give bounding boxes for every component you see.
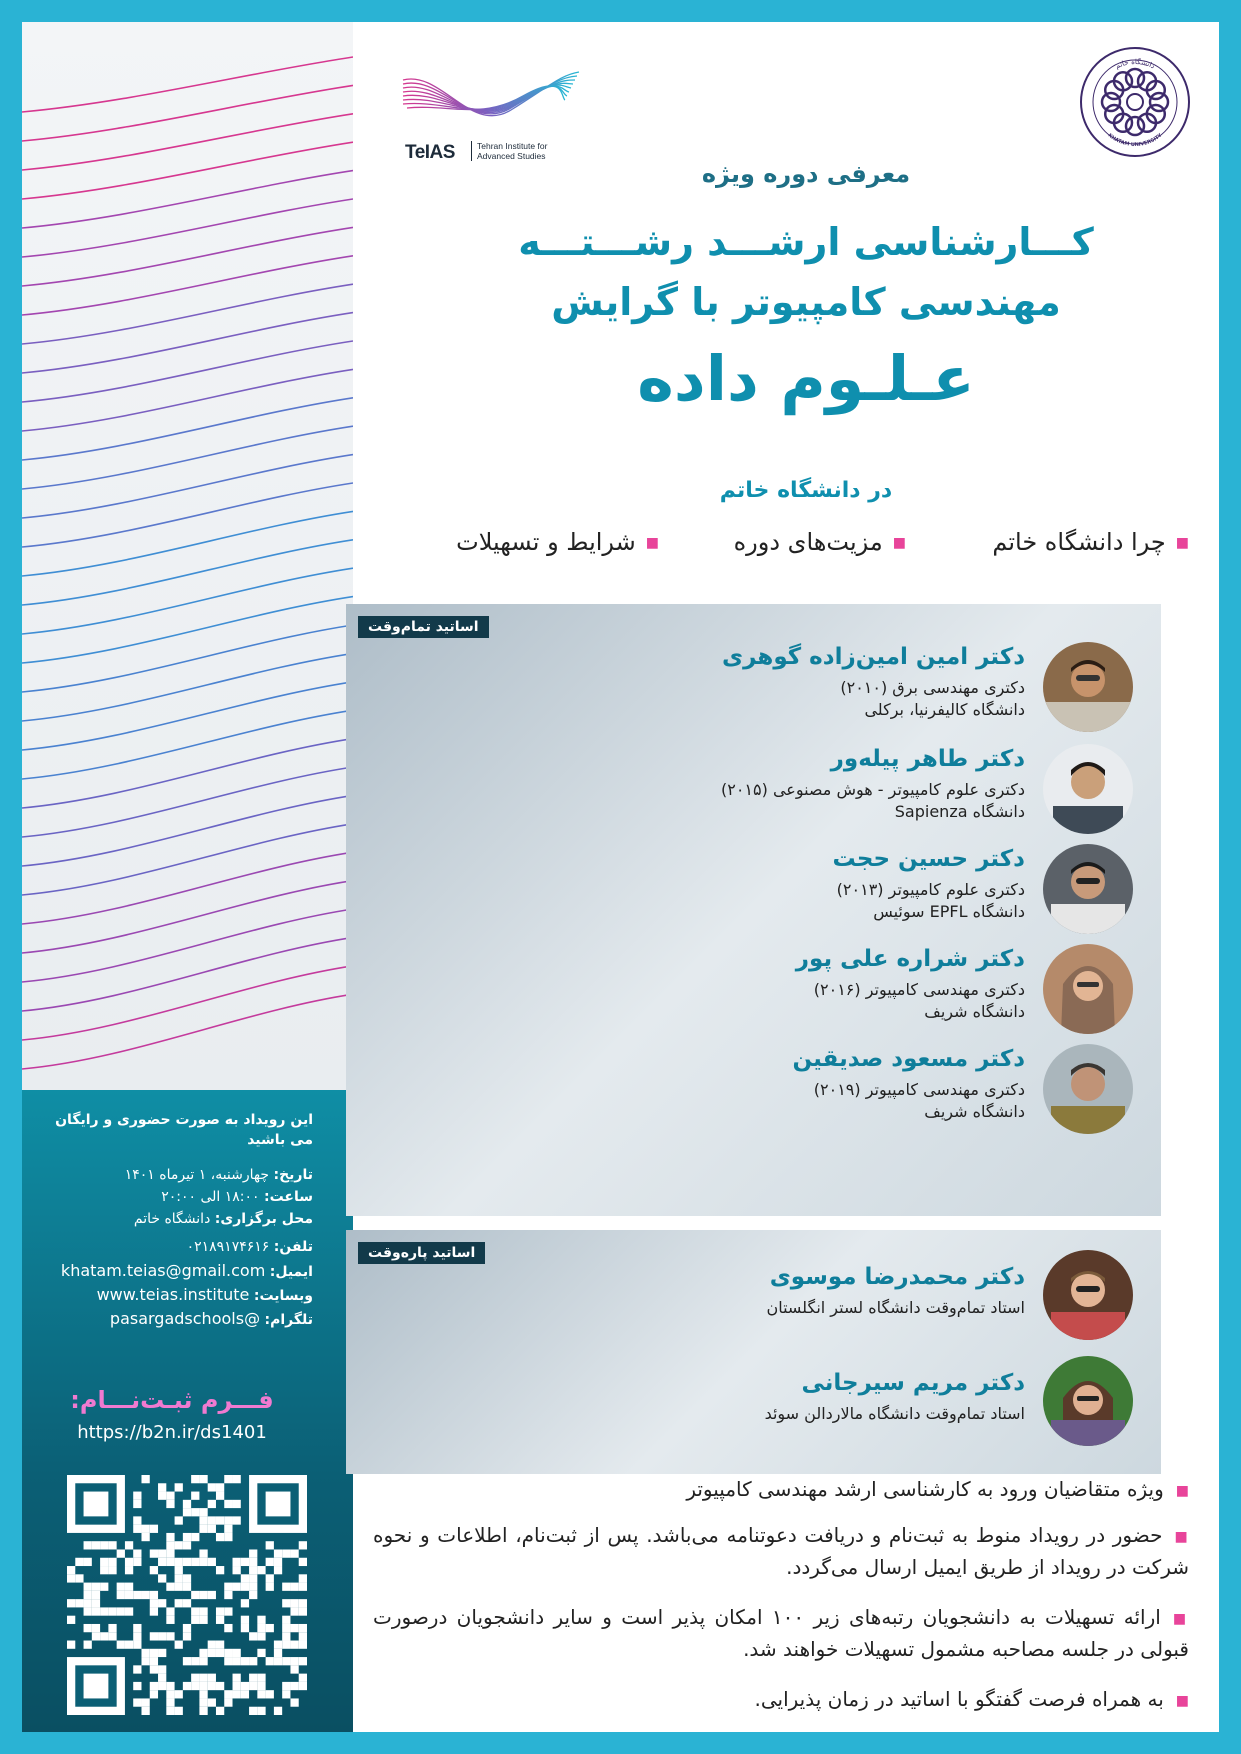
email-label: ایمیل:	[269, 1264, 313, 1280]
parttime-faculty-panel	[346, 1230, 1161, 1474]
faculty-university: دانشگاه EPFL سوئیس	[873, 902, 1025, 921]
bullet-icon: ■	[1174, 1528, 1189, 1545]
telegram-link[interactable]: @pasargadschools	[109, 1309, 261, 1328]
decorative-line	[22, 313, 353, 373]
decorative-line	[22, 85, 353, 141]
faculty-card	[361, 1044, 1161, 1144]
avatar	[1043, 744, 1133, 834]
bullet-icon: ■	[892, 535, 906, 551]
event-headline: این رویداد به صورت حضوری و رایگان می باشید	[55, 1112, 313, 1148]
decorative-line	[22, 540, 353, 605]
bullet-item	[373, 1520, 1189, 1582]
faculty-university: دانشگاه شریف	[924, 1102, 1025, 1121]
nav-item-course-benefits[interactable]	[734, 528, 906, 556]
faculty-card	[361, 1250, 1161, 1350]
faculty-university: دانشگاه Sapienza	[894, 802, 1025, 821]
decorative-line	[22, 398, 353, 460]
faculty-degree: دکتری مهندسی کامپیوتر (۲۰۱۹)	[813, 1080, 1025, 1099]
fulltime-tag: اساتید تمام‌وقت	[358, 616, 489, 638]
phone-row	[187, 1236, 313, 1258]
title-line-2: کـــارشناسی ارشـــد رشـــتـــه	[518, 220, 1094, 264]
teias-wordmark: TeIAS	[405, 142, 455, 163]
decorative-line	[22, 114, 353, 170]
email-link[interactable]: khatam.teias@gmail.com	[60, 1261, 266, 1280]
decorative-lines	[22, 22, 353, 1092]
khatam-pattern-petal	[1150, 93, 1168, 111]
teias-subtitle-line-2: Advanced Studies	[477, 151, 546, 161]
decorative-line	[22, 511, 353, 576]
bullet-item	[373, 1602, 1189, 1664]
faculty-name: دکتر طاهر پیله‌ور	[830, 746, 1025, 772]
nav-item-label: چرا دانشگاه خاتم	[992, 528, 1166, 556]
faculty-name: دکتر شراره علی پور	[795, 946, 1025, 972]
bullet-text: به همراه فرصت گفتگو با اساتید در زمان پذیرایی.	[754, 1687, 1164, 1711]
faculty-card	[361, 1356, 1161, 1456]
bullet-text: ویژه متقاضیان ورود به کارشناسی ارشد مهندسی کامپیوتر	[686, 1477, 1164, 1501]
khatam-pattern-petal	[1102, 93, 1120, 111]
decorative-line	[22, 483, 353, 547]
khatam-logo-top-text: دانشگاه خاتم	[1114, 57, 1157, 71]
avatar	[1043, 944, 1133, 1034]
faculty-card	[361, 844, 1161, 944]
venue-row	[134, 1208, 313, 1230]
bullet-icon: ■	[1175, 1482, 1189, 1499]
avatar	[1043, 1044, 1133, 1134]
main-content	[353, 22, 1219, 1732]
date-label: تاریخ:	[273, 1167, 313, 1183]
decorative-line	[22, 142, 353, 199]
title-main	[353, 212, 1219, 332]
decorative-line	[22, 455, 353, 518]
website-label: وبسایت:	[253, 1288, 313, 1304]
date-row	[125, 1164, 313, 1186]
bullet-text: ارائه تسهیلات به دانشجویان رتبه‌های زیر ۱۰۰ امکان پذیر است و سایر دانشجویان درصورت قبولی در جلسه مصاحبه مشمول تسهیلات خواهند شد.	[373, 1605, 1189, 1661]
decorative-line	[22, 284, 353, 344]
faculty-degree: دکتری مهندسی کامپیوتر (۲۰۱۶)	[813, 980, 1025, 999]
teias-subtitle	[471, 141, 547, 161]
faculty-name: دکتر مریم سیرجانی	[801, 1370, 1025, 1396]
bullet-icon: ■	[1172, 1610, 1190, 1627]
decorative-line	[22, 171, 353, 228]
faculty-degree: دکتری علوم کامپیوتر - هوش مصنوعی (۲۰۱۵)	[720, 780, 1025, 799]
decorative-line	[22, 199, 353, 257]
time-row	[161, 1186, 313, 1208]
faculty-card	[361, 744, 1161, 844]
time-label: ساعت:	[263, 1189, 313, 1205]
date-value: چهارشنبه، ۱ تیرماه ۱۴۰۱	[124, 1167, 270, 1183]
decorative-line	[22, 256, 353, 315]
teias-logo	[401, 50, 581, 170]
decorative-line	[22, 597, 353, 663]
avatar	[1043, 1356, 1133, 1446]
title-line-3: مهندسی کامپیوتر با گرایش	[551, 280, 1061, 324]
register-url-link[interactable]: https://b2n.ir/ds1401	[77, 1422, 267, 1443]
faculty-name: دکتر محمدرضا موسوی	[769, 1264, 1025, 1290]
decorative-line	[22, 568, 353, 634]
website-row	[97, 1284, 313, 1307]
decorative-line	[22, 710, 353, 779]
nav-item-why-khatam[interactable]	[992, 528, 1189, 556]
title-intro: معرفی دوره ویژه	[701, 160, 911, 188]
bullet-icon: ■	[645, 535, 659, 551]
bullet-item	[373, 1684, 1189, 1716]
decorative-line	[22, 426, 353, 489]
faculty-card	[361, 944, 1161, 1044]
khatam-pattern-petal	[1126, 117, 1144, 135]
faculty-name: دکتر حسین حجت	[832, 846, 1025, 872]
khatam-university-logo	[1079, 46, 1191, 158]
nav-item-label: مزیت‌های دوره	[733, 528, 883, 556]
avatar	[1043, 844, 1133, 934]
faculty-name: دکتر مسعود صدیقین	[792, 1046, 1025, 1072]
bullet-icon: ■	[1175, 1692, 1189, 1709]
venue-value: دانشگاه خاتم	[133, 1211, 211, 1227]
decorative-line	[22, 369, 353, 431]
bullet-text: حضور در رویداد منوط به ثبت‌نام و دریافت دعوتنامه می‌باشد. پس از ثبت‌نام، اطلاعات و نحوه شرکت در رویداد از طریق ایمیل ارسال می‌گردد.	[373, 1523, 1189, 1579]
teias-wave-icon	[401, 50, 581, 140]
parttime-tag: اساتید پاره‌وقت	[358, 1242, 485, 1264]
phone-value: ۰۲۱۸۹۱۷۴۶۱۶	[186, 1239, 270, 1255]
time-value: ۱۸:۰۰ الی ۲۰:۰۰	[161, 1189, 260, 1205]
bullet-item	[373, 1474, 1189, 1506]
avatar	[1043, 1250, 1133, 1340]
faculty-position: استاد تمام‌وقت دانشگاه مالاردالن سوئد	[764, 1404, 1025, 1423]
avatar	[1043, 642, 1133, 732]
bullet-icon: ■	[1175, 535, 1189, 551]
fulltime-faculty-panel	[346, 604, 1161, 1216]
nav-item-conditions[interactable]	[456, 528, 659, 556]
event-info-box	[22, 1090, 353, 1732]
faculty-university: دانشگاه کالیفرنیا، برکلی	[864, 700, 1025, 719]
qr-code[interactable]	[67, 1475, 307, 1715]
title-data-science: عـلـوم داده	[637, 342, 975, 415]
phone-label: تلفن:	[273, 1239, 313, 1255]
left-sidebar	[22, 22, 353, 1732]
telegram-row	[110, 1308, 313, 1331]
telegram-label: تلگرام:	[264, 1312, 313, 1328]
decorative-line	[22, 227, 353, 286]
faculty-degree: دکتری علوم کامپیوتر (۲۰۱۳)	[836, 880, 1025, 899]
register-title: فـــرم ثبـت‌نـــام:	[70, 1386, 274, 1414]
website-link[interactable]: www.teias.institute	[96, 1285, 250, 1304]
decorative-line	[22, 653, 353, 721]
faculty-position: استاد تمام‌وقت دانشگاه لستر انگلستان	[766, 1298, 1025, 1317]
decorative-line	[22, 341, 353, 402]
faculty-name: دکتر امین امین‌زاده گوهری	[722, 644, 1025, 670]
decorative-line	[22, 57, 353, 112]
teias-subtitle-line-1: Tehran Institute for	[477, 141, 548, 151]
khatam-logo-bottom-text: KHATAM UNIVERSITY	[1106, 132, 1164, 149]
faculty-degree: دکتری مهندسی برق (۲۰۱۰)	[840, 678, 1025, 697]
khatam-pattern-petal	[1126, 69, 1144, 87]
decorative-line	[22, 682, 353, 750]
faculty-university: دانشگاه شریف	[924, 1002, 1025, 1021]
title-university: در دانشگاه خاتم	[719, 478, 893, 503]
email-row	[61, 1260, 313, 1283]
nav-item-label: شرایط و تسهیلات	[456, 528, 636, 556]
venue-label: محل برگزاری:	[214, 1211, 313, 1227]
decorative-line	[22, 625, 353, 692]
faculty-card	[361, 642, 1161, 742]
